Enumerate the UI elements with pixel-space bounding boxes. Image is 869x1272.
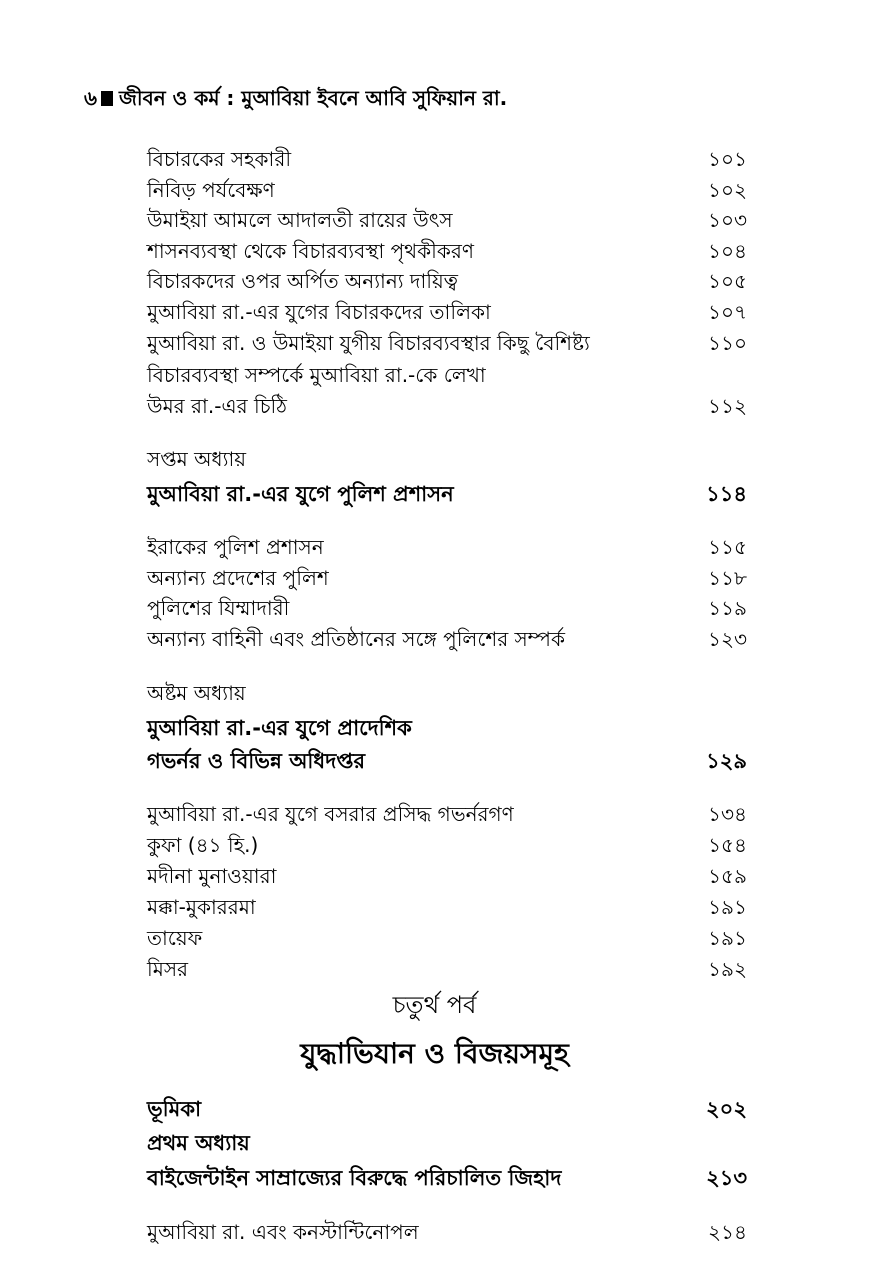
running-header xyxy=(84,84,507,117)
header-square-icon xyxy=(101,91,113,106)
part-label: চতুর্থ পর্ব xyxy=(392,991,477,1019)
page-number: ৬ xyxy=(84,86,98,110)
part-title: যুদ্ধাভিযান ও বিজয়সমূহ xyxy=(300,1037,569,1070)
book-title: জীবন ও কর্ম : মুআবিয়া ইবনে আবি সুফিয়ান রা. xyxy=(119,86,508,110)
